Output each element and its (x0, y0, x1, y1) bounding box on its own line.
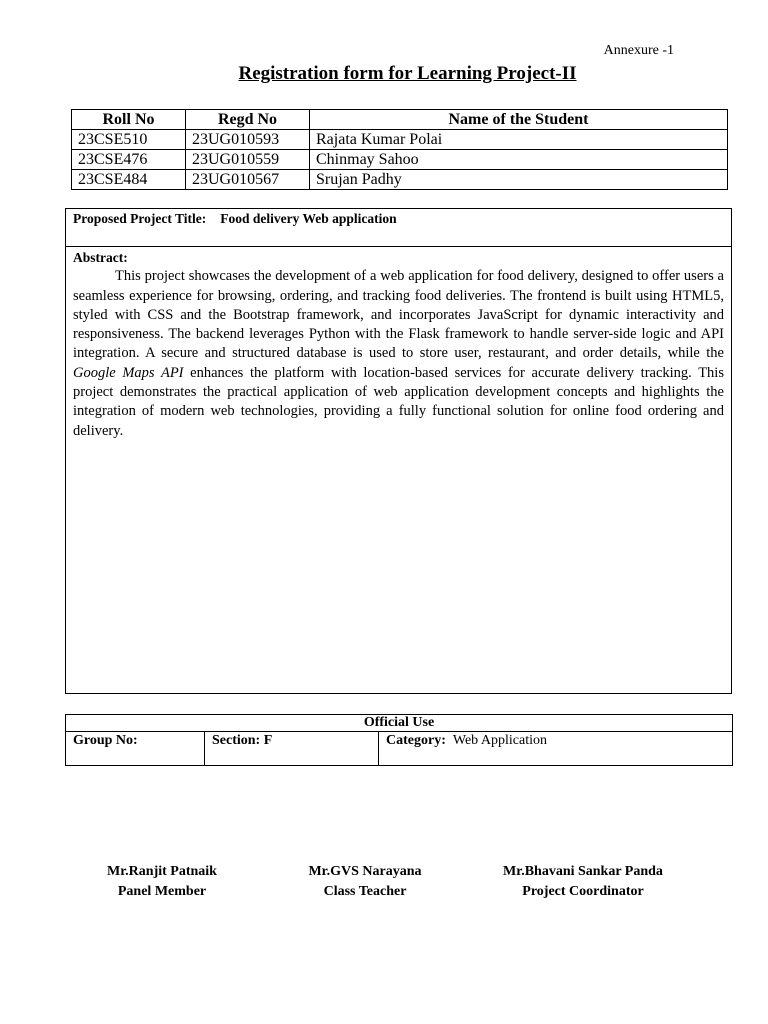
column-header-student-name: Name of the Student (310, 110, 728, 130)
category-label: Category: (386, 733, 446, 748)
abstract-text-part2: enhances the platform with location-based services for accurate delivery tracking. This project demonstrates the practical application of web application development concepts and highlights the integration of modern web technologies, providing a fully functional solution for online food ordering and delivery. (73, 364, 724, 439)
signature-role: Panel Member (117, 884, 207, 899)
student-name-cell: Rajata Kumar Polai (310, 130, 728, 150)
official-use-table (65, 714, 733, 766)
official-use-heading: Official Use (66, 715, 733, 732)
section-cell (205, 732, 379, 766)
project-box (65, 208, 732, 694)
abstract-label: Abstract: (73, 250, 128, 265)
signature-role: Class Teacher (323, 884, 407, 899)
student-name-cell: Srujan Padhy (310, 170, 728, 190)
abstract-text-part1: This project showcases the development of a web application for food delivery, designed to offer users a seamless experience for browsing, ordering, and tracking food deliveries. The frontend is built using HTML5, styled with CSS and the Bootstrap framework, and incorporates JavaScript for dynamic interactivity and responsiveness. The backend leverages Python with the Flask framework to handle server-side logic and API integration. A secure and structured database is used to store user, restaurant, and order details, while the (73, 268, 724, 362)
regd-no-cell: 23UG010593 (186, 130, 310, 150)
column-header-roll-no: Roll No (72, 110, 186, 130)
signature-name: Mr.Bhavani Sankar Panda (503, 864, 663, 879)
roll-no-cell: 23CSE510 (72, 130, 186, 150)
students-table (71, 109, 728, 190)
table-row (72, 150, 728, 170)
signature-project-coordinator (478, 862, 688, 902)
regd-no-cell: 23UG010567 (186, 170, 310, 190)
table-row (72, 170, 728, 190)
regd-no-cell: 23UG010559 (186, 150, 310, 170)
roll-no-cell: 23CSE484 (72, 170, 186, 190)
page-title: Registration form for Learning Project-II (238, 63, 577, 84)
table-row (72, 130, 728, 150)
signature-role: Project Coordinator (522, 884, 644, 899)
category-cell (379, 732, 733, 766)
student-name-cell: Chinmay Sahoo (310, 150, 728, 170)
column-header-regd-no: Regd No (186, 110, 310, 130)
section-label: Section: F (212, 733, 273, 748)
group-no-label: Group No: (73, 733, 138, 748)
group-no-cell (66, 732, 205, 766)
roll-no-cell: 23CSE476 (72, 150, 186, 170)
project-title-row (66, 209, 731, 247)
annexure-label: Annexure -1 (603, 43, 674, 58)
abstract-text (73, 267, 724, 441)
abstract-text-italic: Google Maps API (73, 364, 184, 381)
signature-name: Mr.Ranjit Patnaik (107, 864, 217, 879)
project-title-label: Proposed Project Title: (73, 211, 207, 226)
signature-panel-member (72, 862, 252, 902)
abstract-section (66, 247, 731, 442)
signature-class-teacher (270, 862, 460, 902)
category-value: Web Application (452, 733, 548, 748)
project-title-value: Food delivery Web application (220, 211, 397, 226)
table-header-row (72, 110, 728, 130)
signature-name: Mr.GVS Narayana (308, 864, 422, 879)
